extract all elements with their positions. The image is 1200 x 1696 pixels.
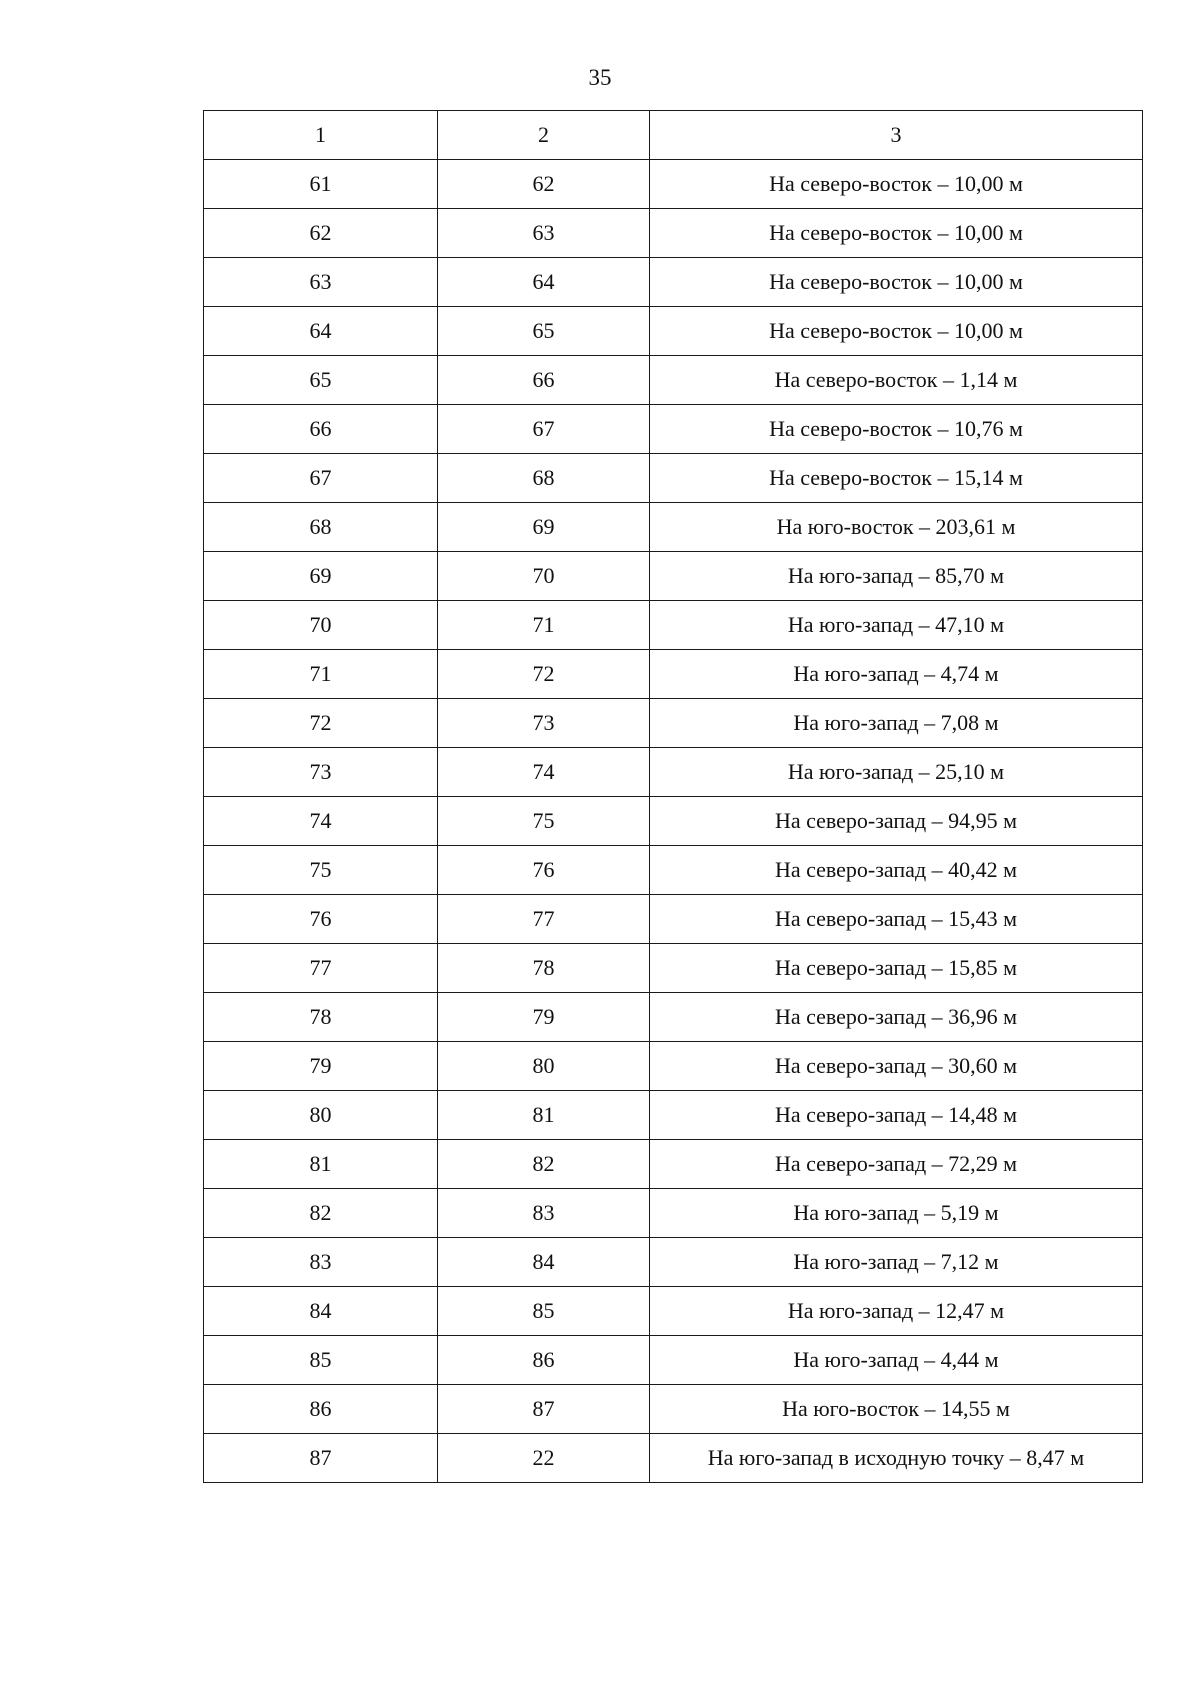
direction-distance-cell: На юго-запад – 85,70 м xyxy=(650,552,1143,601)
direction-distance-cell: На северо-восток – 10,76 м xyxy=(650,405,1143,454)
boundary-table xyxy=(203,110,1143,1483)
point-from-cell: 80 xyxy=(204,1091,438,1140)
header-cell-1: 1 xyxy=(204,111,438,160)
point-from-cell: 74 xyxy=(204,797,438,846)
point-to-cell: 72 xyxy=(438,650,650,699)
point-to-cell: 71 xyxy=(438,601,650,650)
table-row xyxy=(204,1189,1143,1238)
table-header xyxy=(204,111,1143,160)
header-cell-2: 2 xyxy=(438,111,650,160)
direction-distance-cell: На юго-запад – 47,10 м xyxy=(650,601,1143,650)
point-from-cell: 83 xyxy=(204,1238,438,1287)
point-from-cell: 76 xyxy=(204,895,438,944)
point-to-cell: 62 xyxy=(438,160,650,209)
table-row xyxy=(204,1385,1143,1434)
point-to-cell: 73 xyxy=(438,699,650,748)
header-cell-3: 3 xyxy=(650,111,1143,160)
point-from-cell: 82 xyxy=(204,1189,438,1238)
page-number: 35 xyxy=(588,65,612,90)
point-to-cell: 75 xyxy=(438,797,650,846)
direction-distance-cell: На юго-восток – 14,55 м xyxy=(650,1385,1143,1434)
table-row xyxy=(204,454,1143,503)
table-row xyxy=(204,699,1143,748)
direction-distance-cell: На северо-запад – 30,60 м xyxy=(650,1042,1143,1091)
table-row xyxy=(204,601,1143,650)
table-row xyxy=(204,1091,1143,1140)
direction-distance-cell: На юго-запад – 7,08 м xyxy=(650,699,1143,748)
point-to-cell: 22 xyxy=(438,1434,650,1483)
point-to-cell: 67 xyxy=(438,405,650,454)
point-from-cell: 68 xyxy=(204,503,438,552)
point-to-cell: 70 xyxy=(438,552,650,601)
point-to-cell: 84 xyxy=(438,1238,650,1287)
table-row xyxy=(204,993,1143,1042)
direction-distance-cell: На юго-запад – 12,47 м xyxy=(650,1287,1143,1336)
point-from-cell: 62 xyxy=(204,209,438,258)
point-to-cell: 76 xyxy=(438,846,650,895)
point-from-cell: 85 xyxy=(204,1336,438,1385)
table-row xyxy=(204,552,1143,601)
point-to-cell: 87 xyxy=(438,1385,650,1434)
point-to-cell: 63 xyxy=(438,209,650,258)
direction-distance-cell: На северо-восток – 10,00 м xyxy=(650,307,1143,356)
point-from-cell: 71 xyxy=(204,650,438,699)
table-row xyxy=(204,1434,1143,1483)
direction-distance-cell: На северо-запад – 15,85 м xyxy=(650,944,1143,993)
direction-distance-cell: На северо-запад – 94,95 м xyxy=(650,797,1143,846)
table-row xyxy=(204,797,1143,846)
point-to-cell: 86 xyxy=(438,1336,650,1385)
point-from-cell: 78 xyxy=(204,993,438,1042)
point-to-cell: 69 xyxy=(438,503,650,552)
direction-distance-cell: На северо-запад – 15,43 м xyxy=(650,895,1143,944)
table-row xyxy=(204,748,1143,797)
point-from-cell: 66 xyxy=(204,405,438,454)
point-from-cell: 81 xyxy=(204,1140,438,1189)
point-from-cell: 77 xyxy=(204,944,438,993)
table-row xyxy=(204,650,1143,699)
point-from-cell: 84 xyxy=(204,1287,438,1336)
table-row xyxy=(204,1287,1143,1336)
point-to-cell: 77 xyxy=(438,895,650,944)
point-from-cell: 75 xyxy=(204,846,438,895)
point-from-cell: 79 xyxy=(204,1042,438,1091)
point-to-cell: 80 xyxy=(438,1042,650,1091)
direction-distance-cell: На юго-запад – 4,74 м xyxy=(650,650,1143,699)
direction-distance-cell: На юго-запад в исходную точку – 8,47 м xyxy=(650,1434,1143,1483)
point-to-cell: 81 xyxy=(438,1091,650,1140)
header-row xyxy=(204,111,1143,160)
point-to-cell: 68 xyxy=(438,454,650,503)
point-from-cell: 64 xyxy=(204,307,438,356)
direction-distance-cell: На северо-запад – 72,29 м xyxy=(650,1140,1143,1189)
direction-distance-cell: На юго-запад – 25,10 м xyxy=(650,748,1143,797)
point-to-cell: 78 xyxy=(438,944,650,993)
table-row xyxy=(204,356,1143,405)
direction-distance-cell: На северо-восток – 10,00 м xyxy=(650,209,1143,258)
table-row xyxy=(204,1238,1143,1287)
table-body xyxy=(204,160,1143,1483)
point-from-cell: 87 xyxy=(204,1434,438,1483)
table-row xyxy=(204,209,1143,258)
point-from-cell: 73 xyxy=(204,748,438,797)
table-row xyxy=(204,258,1143,307)
direction-distance-cell: На северо-восток – 1,14 м xyxy=(650,356,1143,405)
point-from-cell: 67 xyxy=(204,454,438,503)
direction-distance-cell: На юго-восток – 203,61 м xyxy=(650,503,1143,552)
point-to-cell: 82 xyxy=(438,1140,650,1189)
point-from-cell: 70 xyxy=(204,601,438,650)
direction-distance-cell: На северо-восток – 10,00 м xyxy=(650,160,1143,209)
direction-distance-cell: На юго-запад – 4,44 м xyxy=(650,1336,1143,1385)
direction-distance-cell: На северо-восток – 10,00 м xyxy=(650,258,1143,307)
point-to-cell: 65 xyxy=(438,307,650,356)
table-row xyxy=(204,1336,1143,1385)
point-from-cell: 61 xyxy=(204,160,438,209)
table-row xyxy=(204,160,1143,209)
point-to-cell: 64 xyxy=(438,258,650,307)
direction-distance-cell: На северо-запад – 14,48 м xyxy=(650,1091,1143,1140)
point-to-cell: 74 xyxy=(438,748,650,797)
point-to-cell: 66 xyxy=(438,356,650,405)
point-from-cell: 69 xyxy=(204,552,438,601)
table-row xyxy=(204,846,1143,895)
point-from-cell: 86 xyxy=(204,1385,438,1434)
direction-distance-cell: На северо-восток – 15,14 м xyxy=(650,454,1143,503)
point-from-cell: 65 xyxy=(204,356,438,405)
table-row xyxy=(204,405,1143,454)
table-row xyxy=(204,944,1143,993)
table-row xyxy=(204,307,1143,356)
point-to-cell: 85 xyxy=(438,1287,650,1336)
point-from-cell: 63 xyxy=(204,258,438,307)
point-from-cell: 72 xyxy=(204,699,438,748)
table-row xyxy=(204,1140,1143,1189)
table-row xyxy=(204,503,1143,552)
direction-distance-cell: На юго-запад – 7,12 м xyxy=(650,1238,1143,1287)
table-row xyxy=(204,1042,1143,1091)
direction-distance-cell: На юго-запад – 5,19 м xyxy=(650,1189,1143,1238)
point-to-cell: 79 xyxy=(438,993,650,1042)
direction-distance-cell: На северо-запад – 40,42 м xyxy=(650,846,1143,895)
direction-distance-cell: На северо-запад – 36,96 м xyxy=(650,993,1143,1042)
table-row xyxy=(204,895,1143,944)
point-to-cell: 83 xyxy=(438,1189,650,1238)
